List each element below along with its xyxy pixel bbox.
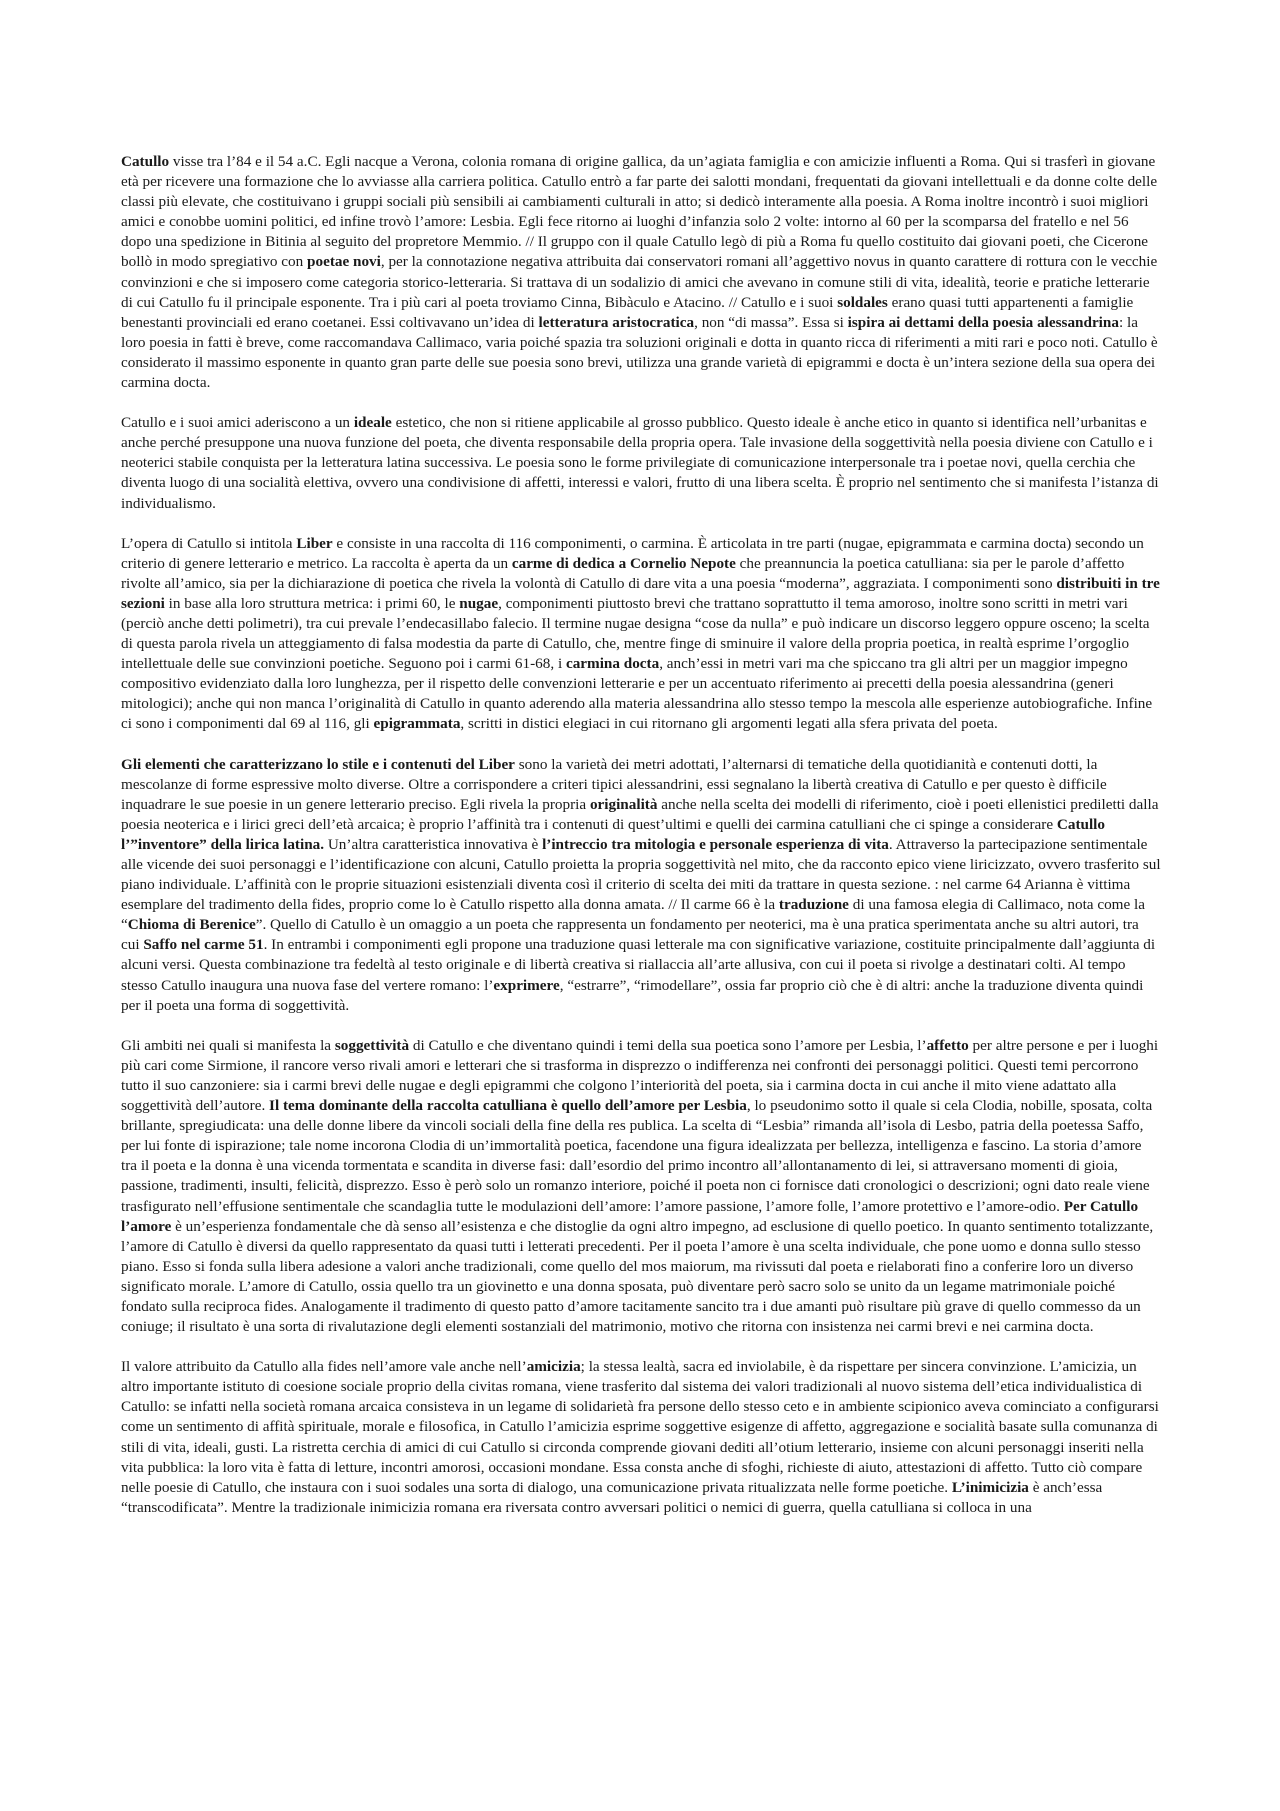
paragraph-biografia <box>121 152 1161 393</box>
text-run: L’opera di Catullo si intitola <box>121 534 297 552</box>
text-run: è un’esperienza fondamentale che dà senso all’esistenza e che distoglie da ogni altro impegno, ad esclusione di quello poetico. In quanto sentimento totalizzante, l’amore di Catullo è diversi da quello rappresentato da quasi tutti i letterati precedenti. Per il poeta l’amore è una scelta individuale, che pone uomo e donna sullo stesso piano. Esso si fonda sulla libera adesione a valori anche tradizionali, come quello del mos maiorum, ma rivissuti dal poeta e rielaborati fino a conferire loro un diverso significato morale. L’amore di Catullo, ossia quello tra un giovinetto e una donna sposata, può diventare però sacro solo se unito da un legame matrimoniale poiché fondato sulla reciproca fides. Analogamente il tradimento di questo patto d’amore tacitamente sancito tra i due amanti può risultare più grave di quello commesso da un coniuge; il risultato è una sorta di rivalutazione degli elementi sostanziali del matrimonio, motivo che ritorna con insistenza nei carmi brevi e nei carmina docta. <box>121 1217 1154 1336</box>
paragraph-amicizia <box>121 1357 1161 1518</box>
text-run: , scritti in distici elegiaci in cui ritornano gli argomenti legati alla sfera privata del poeta. <box>460 715 998 733</box>
text-run: Un’altra caratteristica innovativa è <box>324 835 543 853</box>
bold-text-run: Catullo l’”inventore” della lirica latina. <box>121 815 1105 853</box>
paragraph-liber <box>121 534 1161 735</box>
bold-text-run: traduzione <box>778 896 849 914</box>
text-run: . In entrambi i componimenti egli propone una traduzione quasi letterale ma con significative variazione, costituite principalmente dall’aggiunta di alcuni versi. Questa combinazione tra fedeltà al testo originale e di libertà creativa si riallaccia all’arte allusiva, con cui il poeta si rivolge a destinatari colti. Al tempo stesso Catullo inaugura una nuova fase del vertere romano: l’ <box>121 936 1156 994</box>
bold-text-run: soldales <box>837 293 888 311</box>
text-run: anche nella scelta dei modelli di riferimento, cioè i poeti ellenistici prediletti dalla poesia neoterica e i lirici greci dell’età arcaica; è proprio l’affinità tra i contenuti di quest’ultimi e quelli dei carmina catulliani che ci spinge a considerare <box>121 795 1159 833</box>
text-run: in base alla loro struttura metrica: i primi 60, le <box>164 594 460 612</box>
text-run: estetico, che non si ritiene applicabile al grosso pubblico. Questo ideale è anche etico in quanto si identifica nell’urbanitas e anche perché presuppone una nuova funzione del poeta, che diventa responsabile della propria opera. Tale invasione della soggettività nella poesia diviene con Catullo e i neoterici stabile conquista per la letteratura latina successiva. Le poesia sono le forme privilegiate di comunicazione interpersonale tra i poetae novi, quella cerchia che diventa luogo di una socialità elettiva, ovvero una condivisione di affetti, interessi e valori, frutto di una libera scelta. È proprio nel sentimento che si manifesta l’istanza di individualismo. <box>121 414 1159 512</box>
text-run: , componimenti piuttosto brevi che trattano soprattutto il tema amoroso, inoltre sono scritti in metri vari (perciò anche detti polimetri), tra cui prevale l’endecasillabo falecio. Il termine nugae designa “cose da nulla” e può indicare un discorso leggero oppure osceno; la scelta di questa parola rivela un atteggiamento di falsa modestia da parte di Catullo, che, mentre finge di sminuire il valore della propria poetica, in realtà esprime l’orgoglio intellettuale delle sue convinzioni poetiche. Seguono poi i carmi 61-68, i <box>121 594 1150 673</box>
bold-text-run: nugae <box>459 594 499 612</box>
bold-text-run: distribuiti in tre sezioni <box>121 574 1160 612</box>
text-run: visse tra l’84 e il 54 a.C. Egli nacque a Verona, colonia romana di origine gallica, da un’agiata famiglia e con amicizie influenti a Roma. Qui si trasferì in giovane età per ricevere una formazione che lo avviasse alla carriera politica. Catullo entrò a far parte dei salotti mondani, frequentati da giovani intellettuali e da donne colte delle classi più elevate, che costituivano i gruppi sociali più sensibili ai cambiamenti culturali in atto; si dedicò interamente alla poesia. A Roma inoltre incontrò i suoi migliori amici e conobbe uomini politici, ed infine trovò l’amore: Lesbia. Egli fece ritorno ai luoghi d’infanzia solo 2 volte: intorno al 60 per la scomparsa del fratello e nel 56 dopo una spedizione in Bitinia al seguito del propretore Memmio. // Il gruppo con il quale Catullo legò di più a Roma fu quello costituito dai giovani poeti, che Cicerone bollò in modo spregiativo con <box>121 153 1158 271</box>
text-run: ; la stessa lealtà, sacra ed inviolabile, è da rispettare per sincera convinzione. L’amicizia, un altro importante istituto di coesione sociale proprio della civitas romana, viene trasferito dal sistema dei valori tradizionali al nuovo sistema dell’etica individualistica di Catullo: se infatti nella società romana arcaica consisteva in un legame di solidarietà fra persone dello stesso ceto e in ambiente scipionico aveva cominciato a configurarsi come un sentimento di affità spirituale, morale e filosofica, in Catullo l’amicizia esprime soggettive esigenze di affetto, aggregazione e socialità basate sulla comunanza di stili di vita, ideali, gusti. La ristretta cerchia di amici di cui Catullo si circonda comprende giovani dediti all’otium letterario, insieme con alcuni personaggi inseriti nella vita pubblica: la loro vita è fatta di letture, incontri amorosi, occasioni mondane. Essa consta anche di sfoghi, richieste di aiuto, attestazioni di affetto. Tutto ciò compare nelle poesie di Catullo, che instaura con i suoi sodales una sorta di dialogo, una comunicazione privata ritualizzata nelle forme poetiche. <box>121 1358 1159 1496</box>
text-run: , non “di massa”. Essa si <box>694 313 848 331</box>
bold-text-run: Il tema dominante della raccolta catulliana è quello dell’amore per Lesbia <box>269 1097 747 1115</box>
bold-text-run: carme di dedica a Cornelio Nepote <box>511 554 736 572</box>
text-run: , lo pseudonimo sotto il quale si cela Clodia, nobille, sposata, colta brillante, spregiudicata: una delle donne libere da vincoli sociali della fine della res publica. La scelta di “Lesbia” rimanda all’isola di Lesbo, patria della poetessa Saffo, per lui fonte di ispirazione; tale nome incorona Clodia di un’immortalità poetica, facendone una figura idealizzata per bellezza, intelligenza e fascino. La storia d’amore tra il poeta e la donna è una vicenda tormentata e scandita in diverse fasi: dall’esordio del primo incontro all’allontanamento di lei, si attraversano momenti di gioia, passione, tradimenti, insulti, felicità, disprezzo. Esso è però solo un romanzo interiore, poiché il poeta non ci fornisce dati cronologici o descrizioni; ogni dato reale viene trasfigurato nell’effusione sentimentale che scandaglia tutte le modulazioni dell’amore: l’amore passione, l’amore folle, l’amore protettivo e l’amore-odio. <box>121 1097 1153 1215</box>
text-run: è anch’essa “transcodificata”. Mentre la tradizionale inimicizia romana era riversata contro avversari politici o nemici di guerra, quella catulliana si colloca in una <box>121 1478 1103 1516</box>
text-run: Catullo e i suoi amici aderiscono a un <box>121 414 354 432</box>
bold-text-run: ispira ai dettami della poesia alessandrina <box>847 313 1119 331</box>
bold-text-run: carmina docta <box>565 655 660 673</box>
bold-text-run: amicizia <box>526 1358 581 1376</box>
paragraph-soggettivita-amore <box>121 1036 1161 1337</box>
bold-text-run: L’inimicizia <box>951 1478 1029 1496</box>
text-run: e consiste in una raccolta di 116 componimenti, o carmina. È articolata in tre parti (nugae, epigrammata e carmina docta) secondo un criterio di genere letterario e metrico. La raccolta è aperta da un <box>121 534 1144 572</box>
text-run: , per la connotazione negativa attribuita dai conservatori romani all’aggettivo novus in quanto carattere di rottura con le vecchie convinzioni e che si imposero come categoria storico-letteraria. Si trattava di un sodalizio di amici che avevano in comune stili di vita, idealità, teorie e pratiche letterarie di cui Catullo fu il principale esponente. Tra i più cari al poeta troviamo Cinna, Bibàculo e Atacino. // Catullo e i suoi <box>121 253 1158 311</box>
paragraph-ideale-estetico <box>121 413 1161 513</box>
bold-text-run: poetae novi <box>307 253 381 271</box>
bold-text-run: originalità <box>589 795 658 813</box>
bold-text-run: Liber <box>296 534 333 552</box>
bold-text-run: Saffo nel carme 51 <box>143 936 264 954</box>
text-run: di Catullo e che diventano quindi i temi della sua poetica sono l’amore per Lesbia, l’ <box>409 1036 927 1054</box>
bold-text-run: Chioma di Berenice <box>127 916 256 934</box>
text-run: di una famosa elegia di Callimaco, nota come la “ <box>121 896 1145 934</box>
bold-text-run: epigrammata <box>373 715 461 733</box>
text-run: Gli ambiti nei quali si manifesta la <box>121 1036 335 1054</box>
text-run: , “estrarre”, “rimodellare”, ossia far proprio ciò che è di altri: anche la traduzione diventa quindi per il poeta una forma di soggettività. <box>121 976 1144 1014</box>
text-run: , anch’essi in metri vari ma che spiccano tra gli altri per un maggior impegno compositivo evidenziato dalla loro lunghezza, per il rispetto delle convenzioni letterarie e per un accentuato riferimento ai precetti della poesia alessandrina (generi mitologici); anche qui non manca l’originalità di Catullo in quanto aderendo alla materia alessandrina allo stesso tempo la mescola alle esperienze autobiografiche. Infine ci sono i componimenti dal 69 al 116, gli <box>121 655 1153 733</box>
bold-text-run: affetto <box>926 1036 969 1054</box>
bold-text-run: exprimere <box>493 976 560 994</box>
text-run: Il valore attribuito da Catullo alla fides nell’amore vale anche nell’ <box>121 1358 527 1376</box>
paragraph-stile-contenuti <box>121 755 1161 1016</box>
bold-text-run: Per Catullo l’amore <box>121 1197 1139 1235</box>
text-run: che preannuncia la poetica catulliana: sia per le parole d’affetto rivolte all’amico, sia per la dichiarazione di poetica che rivela la volontà di Catullo di dare vita a una poesia “moderna”, aggraziata. I componimenti sono <box>121 554 1125 592</box>
bold-text-run: Catullo <box>121 153 170 170</box>
text-run: ”. Quello di Catullo è un omaggio a un poeta che rappresenta un fondamento per neoterici, ma è una pratica sperimentata anche su altri autori, tra cui <box>121 916 1139 954</box>
bold-text-run: ideale <box>353 414 392 432</box>
text-run: : la loro poesia in fatti è breve, come raccomandava Callimaco, varia poiché spazia tra soluzioni originali e dotta in quanto ricca di riferimenti a miti rari e poco noti. Catullo è considerato il massimo esponente in quanto gran parte delle sue poesia sono brevi, utilizza una grande varietà di epigrammi e docta è un’intera sezione della sua opera dei carmina docta. <box>121 313 1158 392</box>
bold-text-run: soggettività <box>334 1036 410 1054</box>
bold-text-run: Gli elementi che caratterizzano lo stile e i contenuti del Liber <box>121 755 515 773</box>
bold-text-run: letteratura aristocratica <box>538 313 695 331</box>
text-run: sono la varietà dei metri adottati, l’alternarsi di tematiche della quotidianità e contenuti dotti, la mescolanze di forme espressive molto diverse. Oltre a corrispondere a criteri tipici alessandrini, essi segnalano la libertà creativa di Catullo e per questo è difficile inquadrare le sue poesie in un genere letterario preciso. Egli rivela la propria <box>121 755 1107 813</box>
text-run: per altre persone e per i luoghi più cari come Sirmione, il rancore verso rivali amori e letterari che si trasforma in disprezzo o indifferenza nei confronti dei personaggi politici. Questi temi percorrono tutto il suo canzoniere: sia i carmi brevi delle nugae e degli epigrammi che colgono l’interiorità del poeta, sia i carmina docta in cui anche il mito viene adattato alla soggettività dell’autore. <box>121 1036 1159 1115</box>
bold-text-run: l’intreccio tra mitologia e personale esperienza di vita <box>542 835 889 853</box>
document-page <box>121 152 1161 1538</box>
text-run: . Attraverso la partecipazione sentimentale alle vicende dei suoi personaggi e l’identificazione con alcuni, Catullo proietta la propria soggettività nel mito, che da racconto epico viene liricizzato, ovvero trasferito sul piano individuale. L’affinità con le proprie situazioni esistenziali diventa così il criterio di scelta dei miti da trattare in questa sezione. : nel carme 64 Arianna è vittima esemplare del tradimento della fides, proprio come lo è Catullo rispetto alla donna amata. // Il carme 66 è la <box>121 835 1161 914</box>
text-run: erano quasi tutti appartenenti a famiglie benestanti provinciali ed erano coetanei. Essi coltivavano un’idea di <box>121 293 1134 331</box>
